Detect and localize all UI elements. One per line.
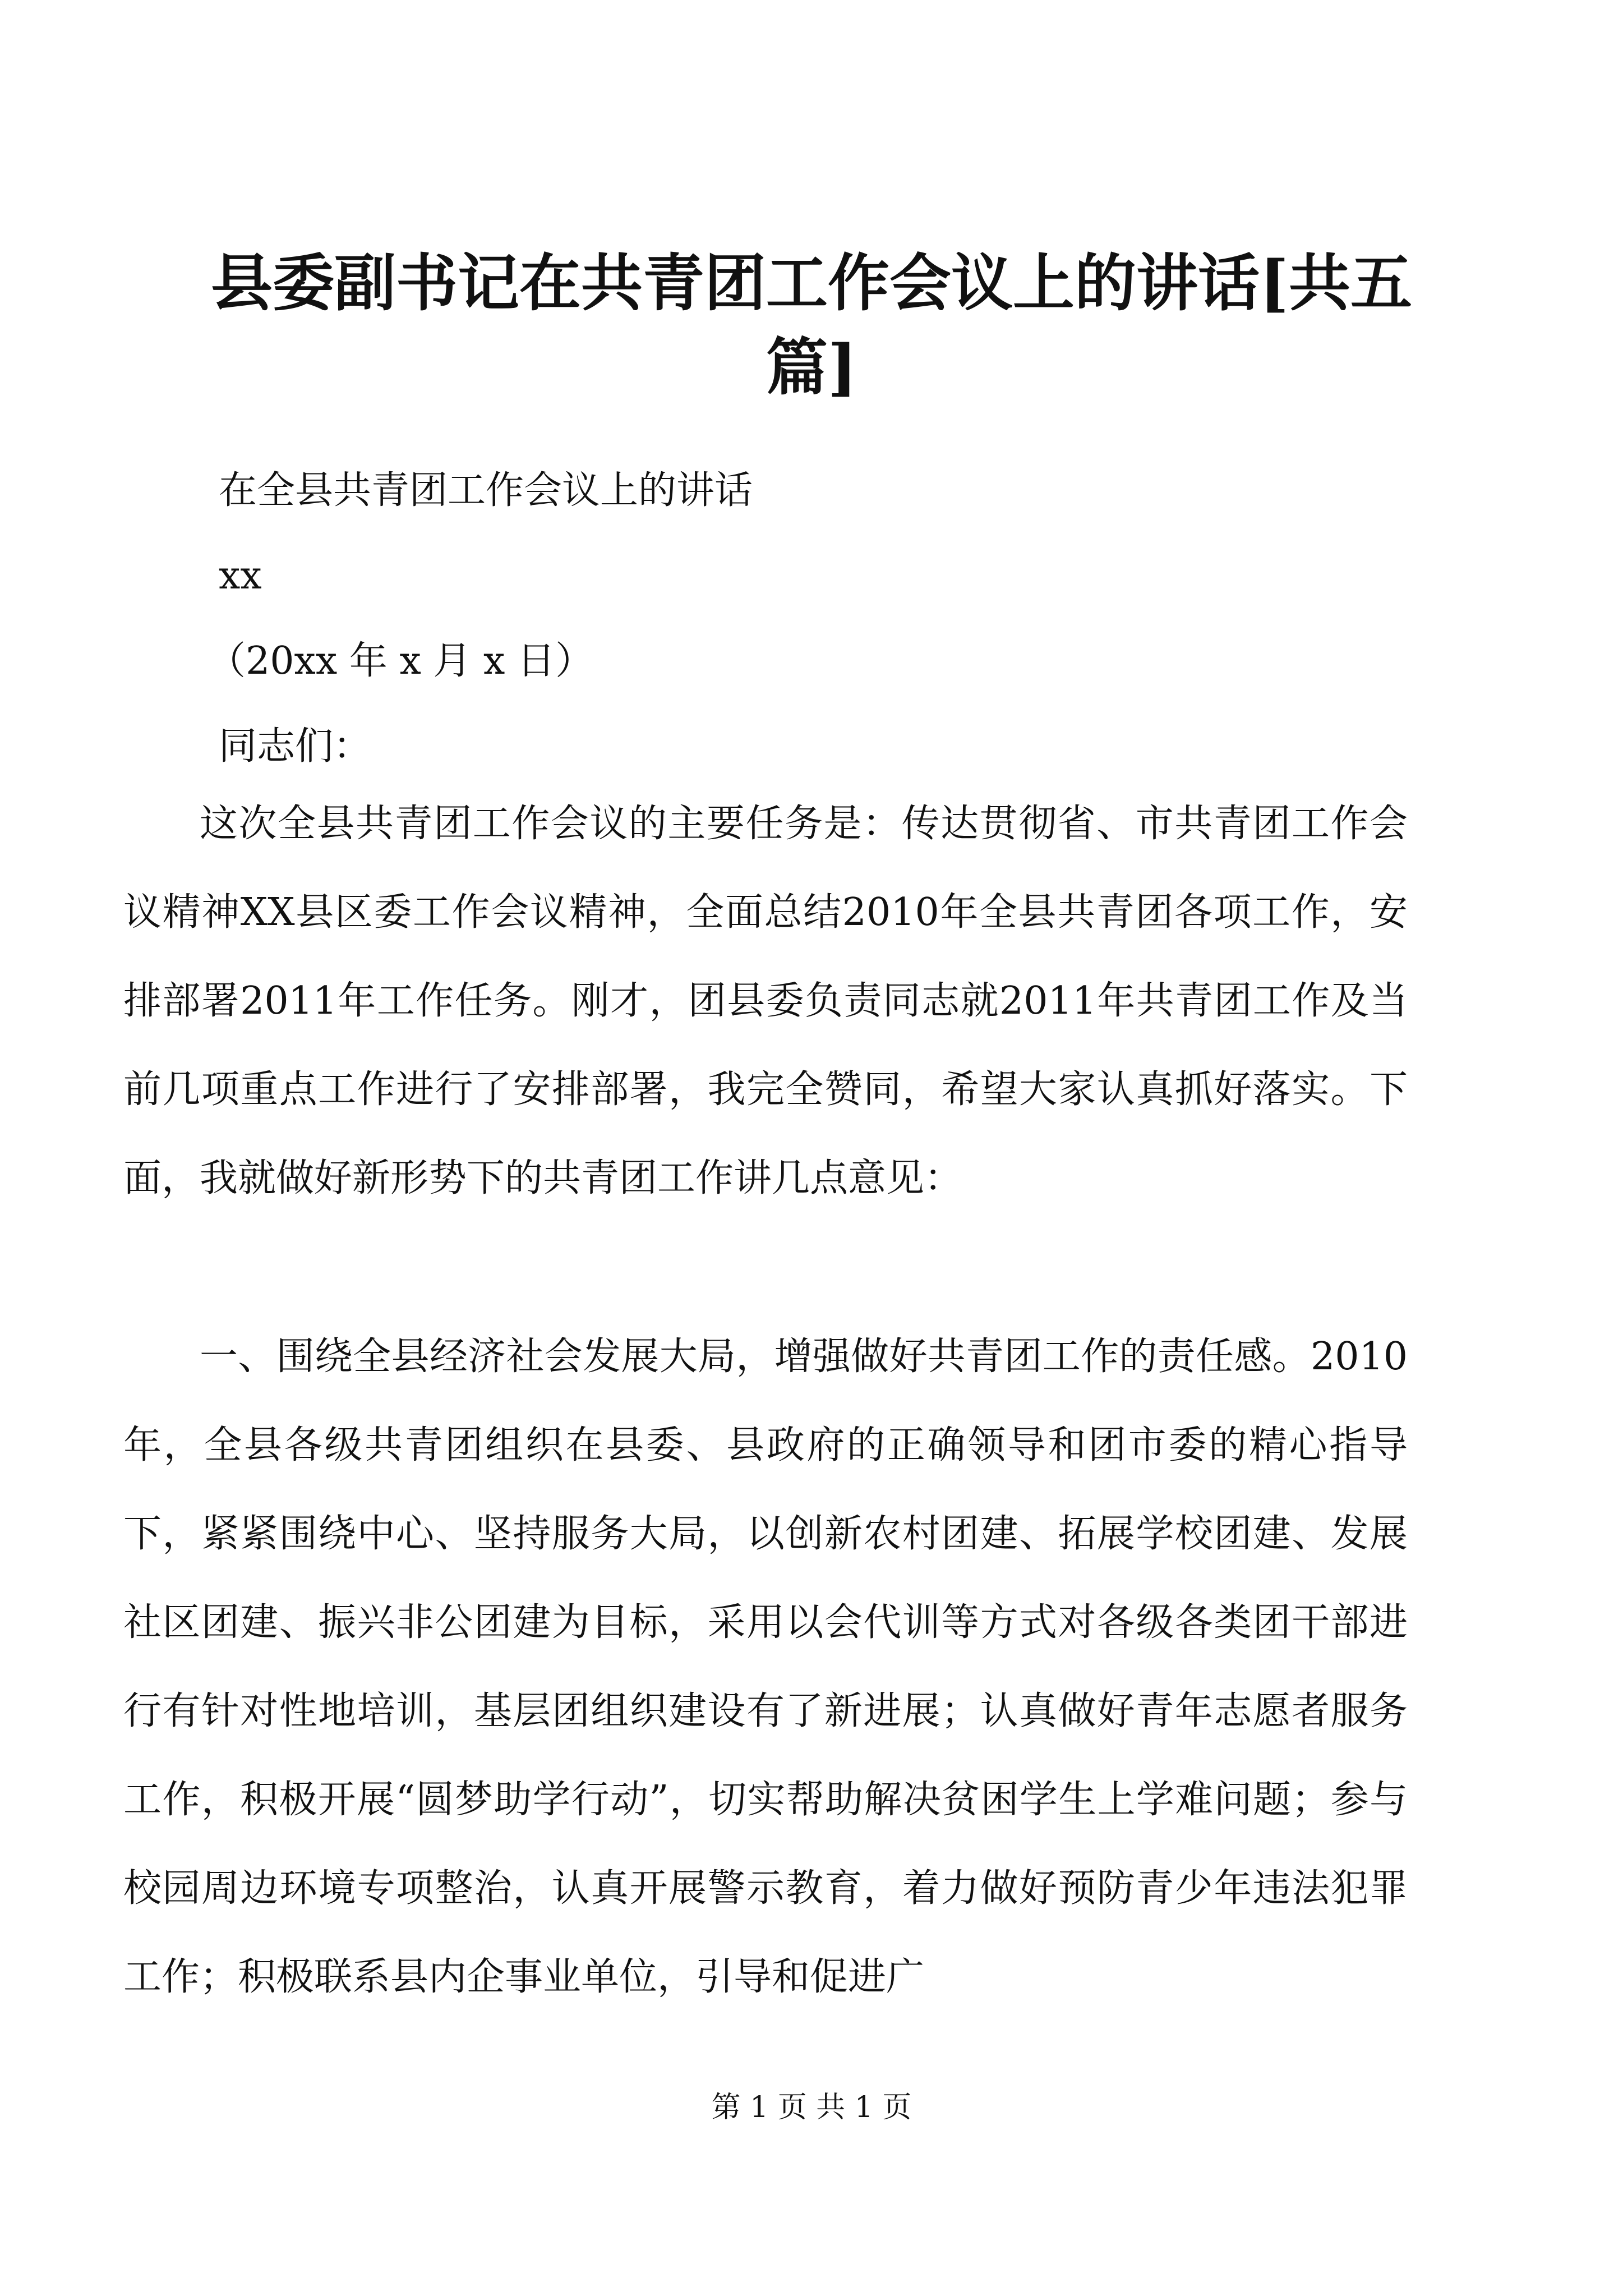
document-title: 县委副书记在共青团工作会议上的讲话[共五篇] <box>210 247 1413 403</box>
salutation: 同志们： <box>219 724 372 769</box>
page-footer: 第 1 页 共 1 页 <box>711 2091 912 2124</box>
speech-subtitle: 在全县共青团工作会议上的讲话 <box>219 468 753 513</box>
speaker-name: xx <box>219 554 262 598</box>
speech-date: （20xx 年 x 月 x 日） <box>208 639 594 683</box>
paragraph-intro: 这次全县共青团工作会议的主要任务是：传达贯彻省、市共青团工作会议精神XX县区委工作会议精神，全面总结2010年全县共青团各项工作，安排部署2011年工作任务。刚才，团县委负责同志就2011年共青团工作及当前几项重点工作进行了安排部署，我完全赞同，希望大家认真抓好落实。下面，我就做好新形势下的共青团工作讲几点意见： <box>123 802 1408 1200</box>
paragraph-section-one: 一、围绕全县经济社会发展大局，增强做好共青团工作的责任感。2010年，全县各级共青团组织在县委、县政府的正确领导和团市委的精心指导下，紧紧围绕中心、坚持服务大局，以创新农村团建、拓展学校团建、发展社区团建、振兴非公团建为目标，采用以会代训等方式对各级各类团干部进行有针对性地培训，基层团组织建设有了新进展；认真做好青年志愿者服务工作，积极开展“圆梦助学行动”，切实帮助解决贫困学生上学难问题；参与校园周边环境专项整治，认真开展警示教育，着力做好预防青少年违法犯罪工作；积极联系县内企事业单位，引导和促进广 <box>123 1335 1408 1999</box>
